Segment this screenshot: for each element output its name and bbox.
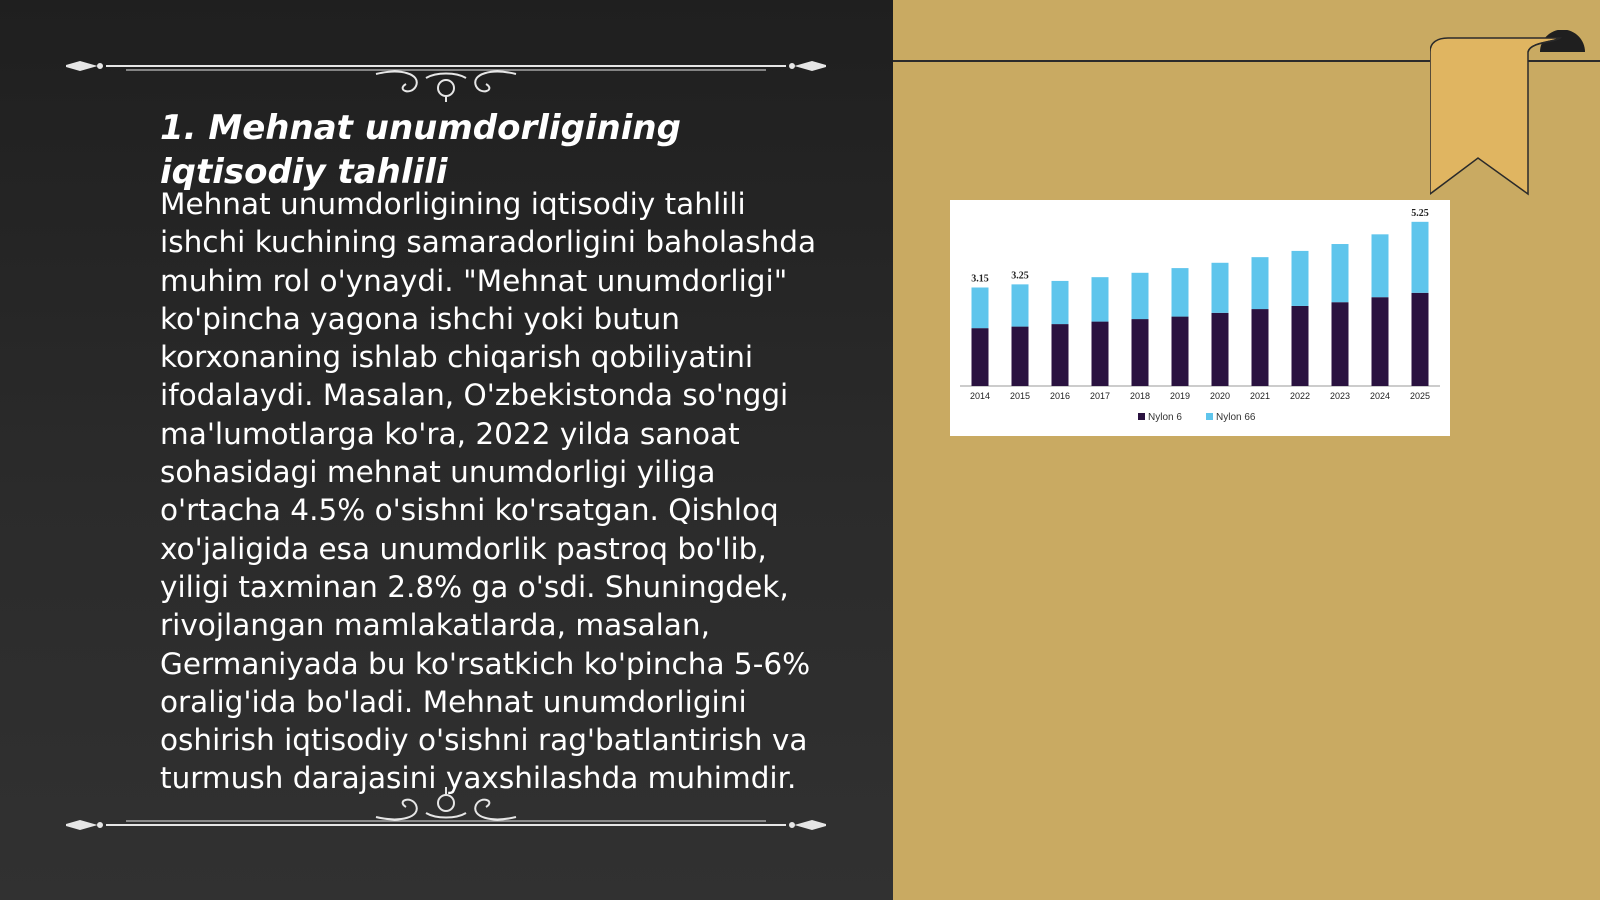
x-tick-label: 2015 (1009, 391, 1031, 401)
bar-2019-nylon-6 (1172, 317, 1189, 386)
bar-2020-nylon-6 (1212, 313, 1229, 386)
bar-2016-nylon-66 (1052, 281, 1069, 324)
bar-2014-nylon-66 (972, 287, 989, 328)
x-tick-label: 2021 (1249, 391, 1271, 401)
x-tick-label: 2018 (1129, 391, 1151, 401)
bar-2016-nylon-6 (1052, 324, 1069, 386)
bar-2017-nylon-6 (1092, 322, 1109, 386)
legend-swatch (1206, 413, 1213, 420)
bar-2019-nylon-66 (1172, 268, 1189, 316)
bar-2023-nylon-6 (1332, 302, 1349, 386)
bar-2018-nylon-6 (1132, 319, 1149, 386)
bar-2024-nylon-66 (1372, 234, 1389, 297)
x-tick-label: 2020 (1209, 391, 1231, 401)
bookmark-ribbon-icon (1430, 30, 1600, 200)
bar-chart-card (950, 200, 1450, 436)
legend-label: Nylon 6 (1148, 412, 1182, 423)
legend-swatch (1138, 413, 1145, 420)
data-label: 3.25 (1011, 270, 1029, 282)
bar-2022-nylon-66 (1292, 251, 1309, 306)
slide-title: 1. Mehnat unumdorligining iqtisodiy tahlili (160, 108, 681, 192)
slide-body-text: Mehnat unumdorligining iqtisodiy tahlili ishchi kuchining samaradorligini baholashda muhim rol o'ynaydi. "Mehnat unumdorligi" ko'pincha yagona ishchi yoki butun korxonaning ishlab chiqarish qobiliyatini ifodalaydi. Masalan, O'zbekistonda so'nggi ma'lumotlarga ko'ra, 2022 yilda sanoat sohasidagi mehnat unumdorligi yiliga o'rtacha 4.5% o'sishni ko'rsatgan. Qishloq xo'jaligida esa unumdorlik pastroq bo'lib, yiligi taxminan 2.8% ga o'sdi. Shuningdek, rivojlangan mamlakatlarda, masalan, Germaniyada bu ko'rsatkich ko'pincha 5-6% oralig'ida bo'ladi. Mehnat unumdorligini oshirish iqtisodiy o'sishni rag'batlantirish va turmush darajasini yaxshilashda muhimdir. (160, 187, 817, 796)
bar-2022-nylon-6 (1292, 306, 1309, 386)
legend-label: Nylon 66 (1216, 412, 1256, 423)
bar-2024-nylon-6 (1372, 297, 1389, 386)
data-label: 3.15 (971, 273, 989, 285)
data-label: 5.25 (1411, 207, 1429, 219)
bar-2025-nylon-6 (1412, 293, 1429, 386)
bar-2015-nylon-6 (1012, 327, 1029, 386)
ornament-divider-top (66, 52, 826, 102)
bar-2025-nylon-66 (1412, 222, 1429, 293)
bar-2021-nylon-6 (1252, 309, 1269, 386)
x-tick-label: 2022 (1289, 391, 1311, 401)
bar-2020-nylon-66 (1212, 263, 1229, 313)
bar-2014-nylon-6 (972, 328, 989, 386)
x-tick-label: 2017 (1089, 391, 1111, 401)
x-tick-label: 2014 (969, 391, 991, 401)
bar-2018-nylon-66 (1132, 273, 1149, 319)
stacked-bar-chart (950, 200, 1450, 436)
bar-2017-nylon-66 (1092, 277, 1109, 321)
x-tick-label: 2016 (1049, 391, 1071, 401)
x-tick-label: 2024 (1369, 391, 1391, 401)
bar-2021-nylon-66 (1252, 257, 1269, 309)
bar-2023-nylon-66 (1332, 244, 1349, 302)
ornament-divider-bottom (66, 783, 826, 833)
x-tick-label: 2023 (1329, 391, 1351, 401)
x-tick-label: 2025 (1409, 391, 1431, 401)
x-tick-label: 2019 (1169, 391, 1191, 401)
bar-2015-nylon-66 (1012, 284, 1029, 326)
